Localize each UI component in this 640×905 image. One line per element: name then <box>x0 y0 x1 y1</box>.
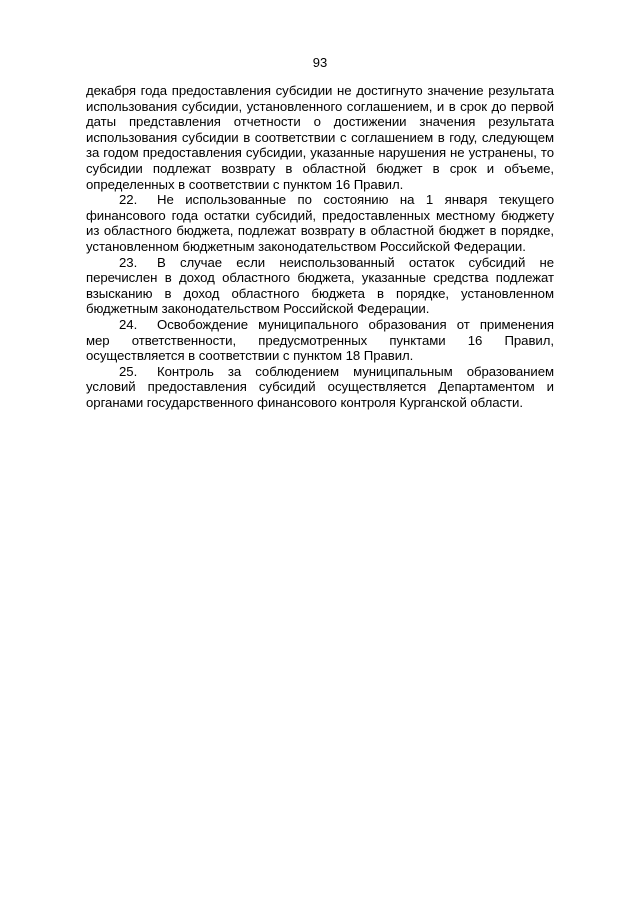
paragraph-23 <box>86 255 554 317</box>
paragraph-text: Освобождение муниципального образования от применения мер ответственности, предусмотренных пунктами 16 Правил, осуществляется в соответствии с пунктом 18 Правил. <box>86 316 554 364</box>
paragraph-number: 24. <box>119 316 138 332</box>
paragraph-number: 23. <box>119 254 138 270</box>
paragraph-24 <box>86 317 554 364</box>
paragraph-text: В случае если неиспользованный остаток субсидий не перечислен в доход областного бюджета, указанные средства подлежат взысканию в доход областного бюджета в порядке, установленном бюджетным законодательством Российской Федерации. <box>86 254 554 317</box>
paragraph-text: Контроль за соблюдением муниципальным образованием условий предоставления субсидий осуществляется Департаментом и органами государственного финансового контроля Курганской области. <box>86 363 554 410</box>
page-number: 93 <box>312 55 328 70</box>
paragraph-number: 22. <box>119 192 138 208</box>
paragraph-22 <box>86 192 554 254</box>
paragraph-25 <box>86 364 554 411</box>
paragraph-number: 25. <box>119 363 138 379</box>
document-body <box>86 83 554 410</box>
paragraph-text: декабря года предоставления субсидии не достигнуто значение результата использования субсидии, установленного соглашением, и в срок до первой даты представления отчетности о достижении значения результата использования субсидии в соответствии с соглашением в году, следующем за годом предоставления субсидии, указанные нарушения не устранены, то субсидии подлежат возврату в областной бюджет в срок и объеме, определенных в соответствии с пунктом 16 Правил. <box>86 83 554 192</box>
paragraph-continuation <box>86 83 554 192</box>
paragraph-text: Не использованные по состоянию на 1 января текущего финансового года остатки субсидий, предоставленных местному бюджету из областного бюджета, подлежат возврату в областной бюджет в порядке, установленном бюджетным законодательством Российской Федерации. <box>86 192 554 254</box>
